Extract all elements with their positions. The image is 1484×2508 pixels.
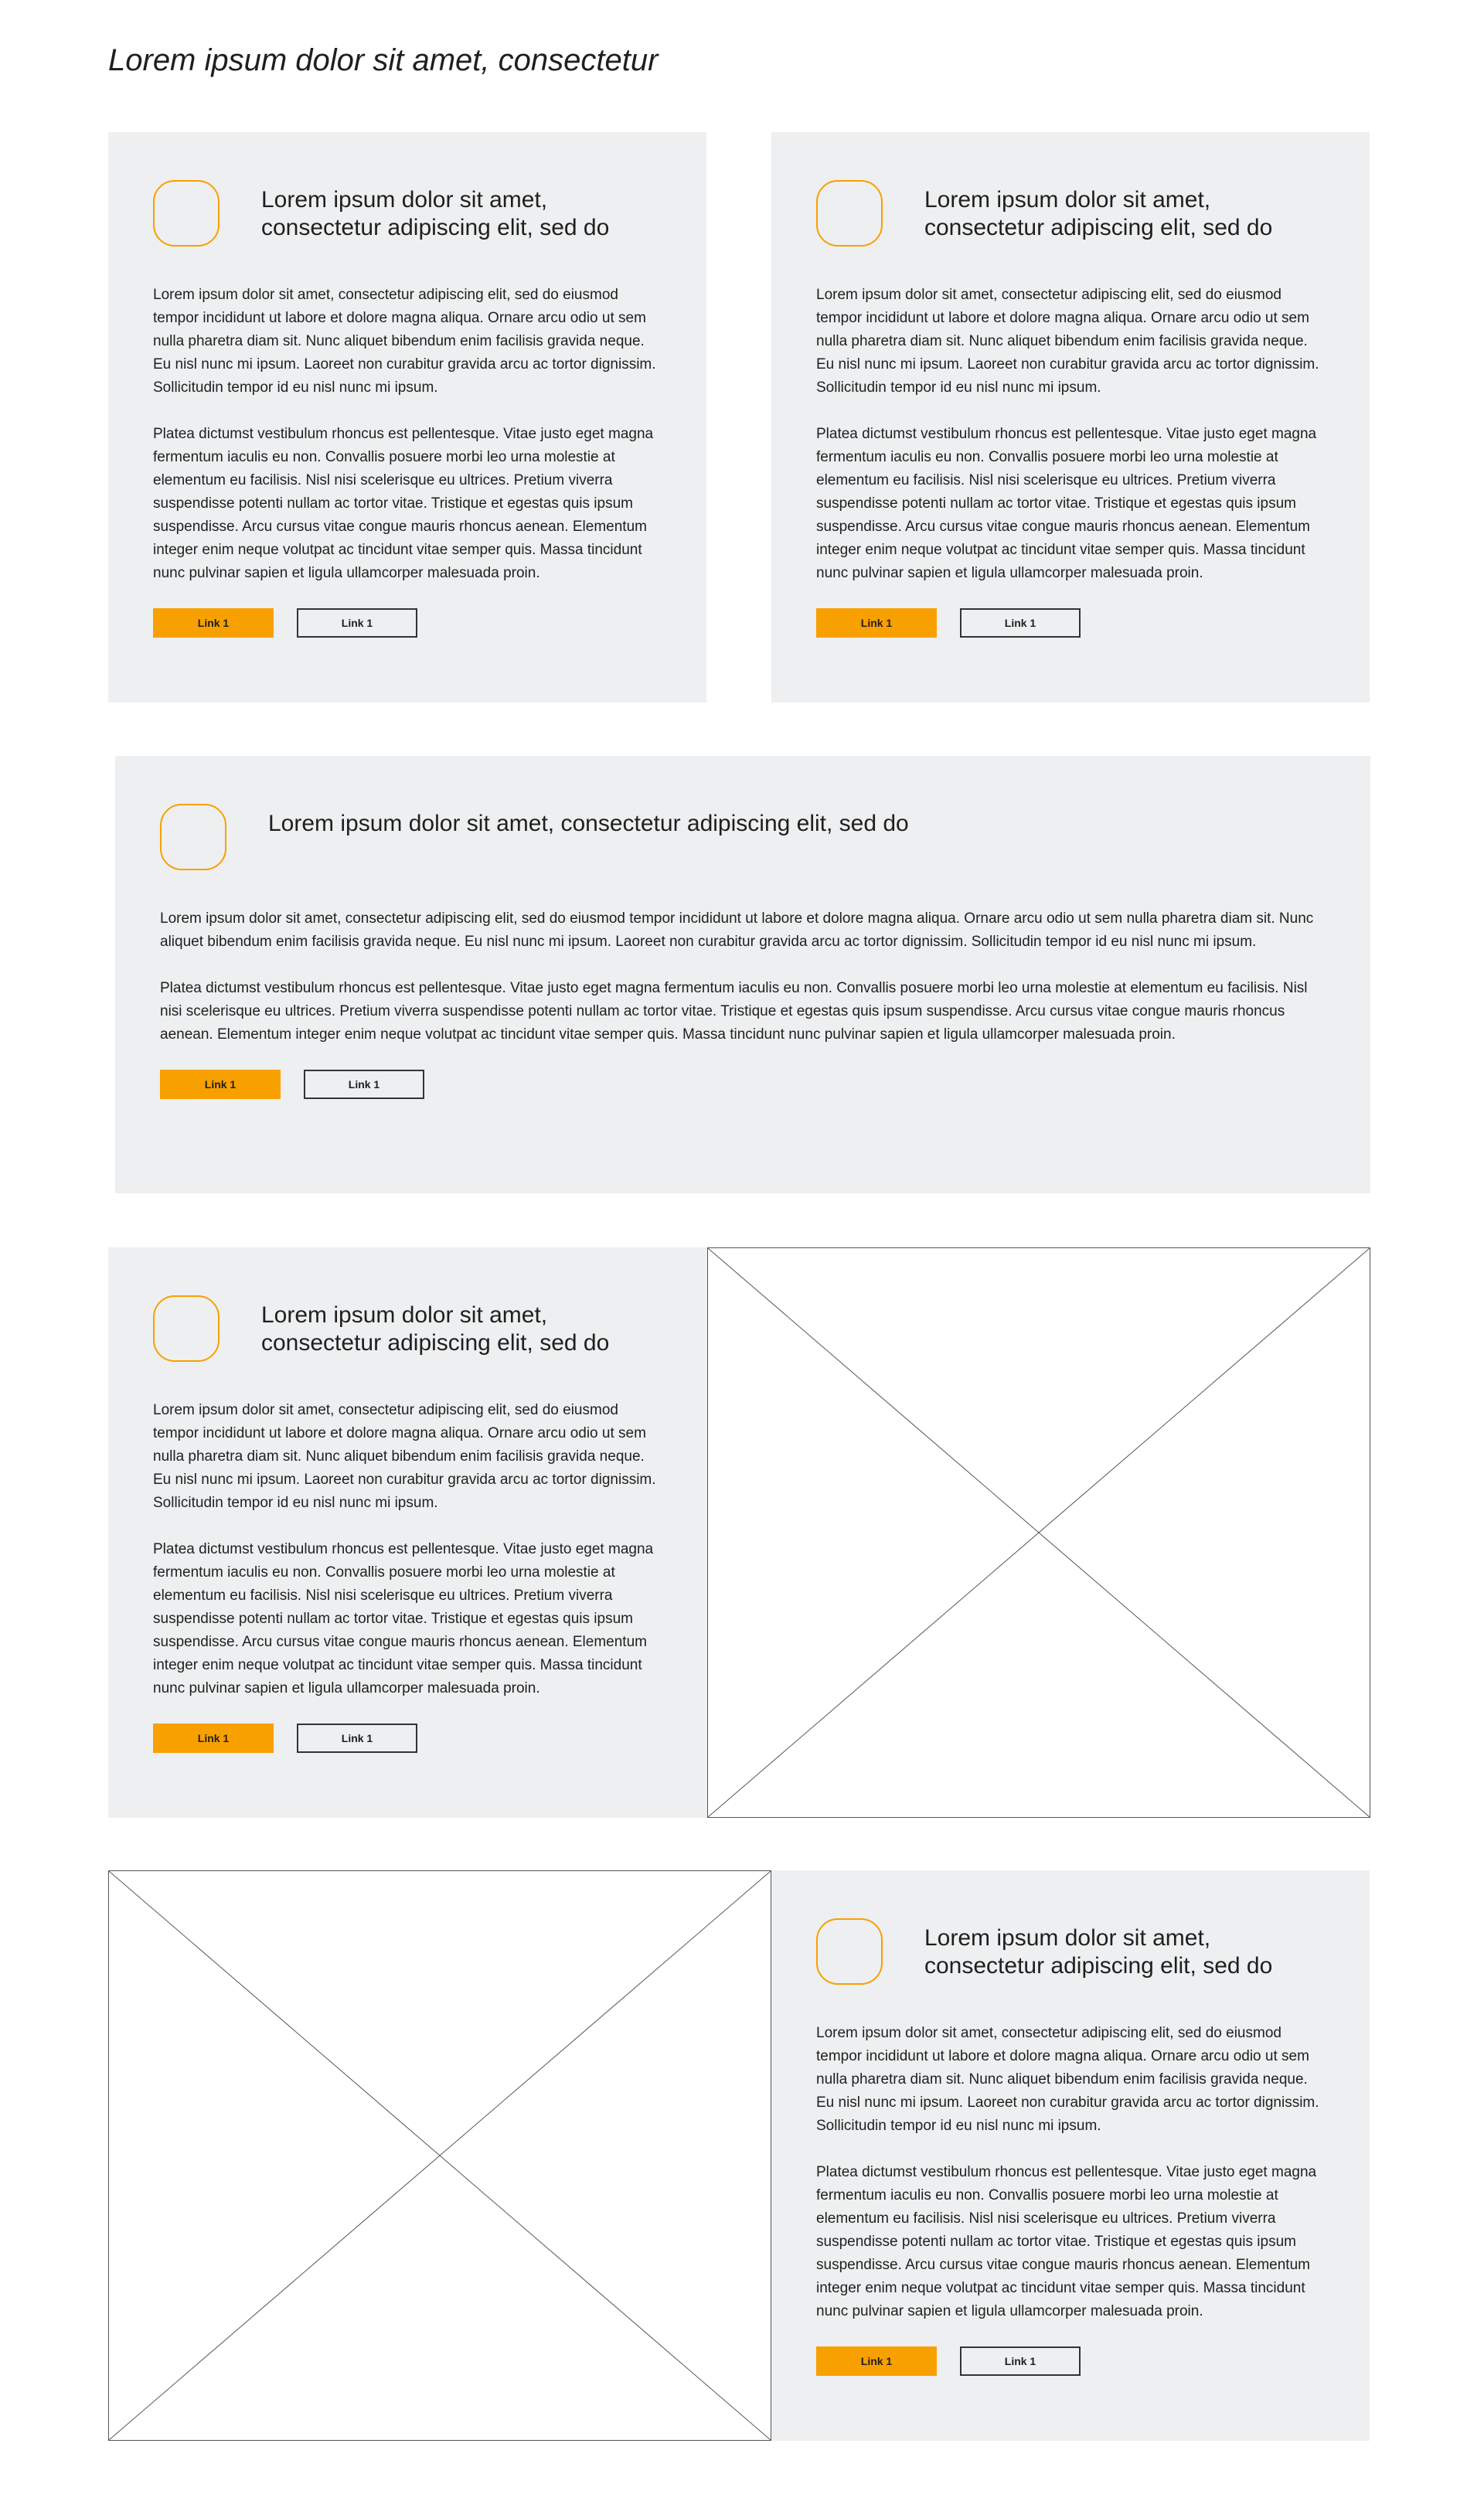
rounded-square-icon: [153, 1295, 220, 1362]
card-paragraph: Platea dictumst vestibulum rhoncus est pellentesque. Vitae justo eget magna fermentum iaculis eu non. Convallis posuere morbi leo urna molestie at elementum eu facilisis. Nisl nisi scelerisque eu ultrices. Pretium viverra suspendisse potenti nullam ac tortor vitae. Tristique et egestas quis ipsum suspendisse. Arcu cursus vitae congue mauris rhoncus aenean. Elementum integer enim neque volutpat ac tincidunt vitae semper quis. Massa tincidunt nunc pulvinar sapien et ligula ullamcorper malesuada proin.: [153, 426, 654, 581]
card-actions: [153, 1724, 663, 1753]
card-heading: Lorem ipsum dolor sit amet, consectetur adipiscing elit, sed do: [261, 187, 610, 240]
rounded-square-icon: [160, 804, 226, 870]
secondary-link-button[interactable]: Link 1: [297, 1724, 417, 1753]
secondary-link-button[interactable]: Link 1: [960, 608, 1081, 638]
image-placeholder-x-icon: [708, 1248, 1370, 1817]
primary-link-button[interactable]: Link 1: [816, 2346, 937, 2376]
card-header: [816, 180, 1325, 247]
card-paragraph: Lorem ipsum dolor sit amet, consectetur adipiscing elit, sed do eiusmod tempor incididunt ut labore et dolore magna aliqua. Ornare arcu odio ut sem nulla pharetra diam sit. Nunc aliquet bibendum enim facilisis gravida neque. Eu nisl nunc mi ipsum. Laoreet non curabitur gravida arcu ac tortor dignissim. Sollicitudin tempor id eu nisl nunc mi ipsum.: [816, 2025, 1319, 2134]
primary-link-button[interactable]: Link 1: [153, 608, 274, 638]
rounded-square-icon: [816, 180, 883, 247]
card-actions: [160, 1070, 1326, 1099]
card-header: [160, 804, 1326, 870]
card-paragraph: Platea dictumst vestibulum rhoncus est pellentesque. Vitae justo eget magna fermentum iaculis eu non. Convallis posuere morbi leo urna molestie at elementum eu facilisis. Nisl nisi scelerisque eu ultrices. Pretium viverra suspendisse potenti nullam ac tortor vitae. Tristique et egestas quis ipsum suspendisse. Arcu cursus vitae congue mauris rhoncus aenean. Elementum integer enim neque volutpat ac tincidunt vitae semper quis. Massa tincidunt nunc pulvinar sapien et ligula ullamcorper malesuada proin.: [160, 980, 1308, 1043]
card-body: [160, 907, 1326, 1046]
card-body: [153, 284, 662, 585]
page-title: Lorem ipsum dolor sit amet, consectetur: [108, 43, 659, 77]
primary-link-button[interactable]: Link 1: [160, 1070, 281, 1099]
card-actions: [816, 2346, 1325, 2376]
card-body: [153, 1399, 663, 1700]
feature-card-1: [108, 132, 706, 703]
feature-card-wide: [115, 756, 1370, 1193]
primary-link-button[interactable]: Link 1: [816, 608, 937, 638]
card-heading: Lorem ipsum dolor sit amet, consectetur adipiscing elit, sed do: [268, 811, 909, 836]
card-heading: Lorem ipsum dolor sit amet, consectetur adipiscing elit, sed do: [924, 1925, 1273, 1979]
card-paragraph: Lorem ipsum dolor sit amet, consectetur adipiscing elit, sed do eiusmod tempor incididunt ut labore et dolore magna aliqua. Ornare arcu odio ut sem nulla pharetra diam sit. Nunc aliquet bibendum enim facilisis gravida neque. Eu nisl nunc mi ipsum. Laoreet non curabitur gravida arcu ac tortor dignissim. Sollicitudin tempor id eu nisl nunc mi ipsum.: [153, 287, 656, 396]
secondary-link-button[interactable]: Link 1: [304, 1070, 424, 1099]
card-body: [816, 284, 1325, 585]
card-paragraph: Platea dictumst vestibulum rhoncus est pellentesque. Vitae justo eget magna fermentum iaculis eu non. Convallis posuere morbi leo urna molestie at elementum eu facilisis. Nisl nisi scelerisque eu ultrices. Pretium viverra suspendisse potenti nullam ac tortor vitae. Tristique et egestas quis ipsum suspendisse. Arcu cursus vitae congue mauris rhoncus aenean. Elementum integer enim neque volutpat ac tincidunt vitae semper quis. Massa tincidunt nunc pulvinar sapien et ligula ullamcorper malesuada proin.: [816, 426, 1317, 581]
card-heading: Lorem ipsum dolor sit amet, consectetur adipiscing elit, sed do: [261, 1302, 610, 1356]
card-heading: Lorem ipsum dolor sit amet, consectetur adipiscing elit, sed do: [924, 187, 1273, 240]
card-paragraph: Lorem ipsum dolor sit amet, consectetur adipiscing elit, sed do eiusmod tempor incididunt ut labore et dolore magna aliqua. Ornare arcu odio ut sem nulla pharetra diam sit. Nunc aliquet bibendum enim facilisis gravida neque. Eu nisl nunc mi ipsum. Laoreet non curabitur gravida arcu ac tortor dignissim. Sollicitudin tempor id eu nisl nunc mi ipsum.: [160, 910, 1314, 950]
secondary-link-button[interactable]: Link 1: [960, 2346, 1081, 2376]
card-body: [816, 2022, 1325, 2323]
feature-card-2: [771, 132, 1370, 703]
card-actions: [816, 608, 1325, 638]
rounded-square-icon: [816, 1918, 883, 1985]
image-placeholder-x-icon: [109, 1871, 771, 2440]
card-header: [153, 180, 662, 247]
image-placeholder: [707, 1247, 1370, 1818]
image-placeholder: [108, 1870, 771, 2441]
card-actions: [153, 608, 662, 638]
card-paragraph: Platea dictumst vestibulum rhoncus est pellentesque. Vitae justo eget magna fermentum iaculis eu non. Convallis posuere morbi leo urna molestie at elementum eu facilisis. Nisl nisi scelerisque eu ultrices. Pretium viverra suspendisse potenti nullam ac tortor vitae. Tristique et egestas quis ipsum suspendisse. Arcu cursus vitae congue mauris rhoncus aenean. Elementum integer enim neque volutpat ac tincidunt vitae semper quis. Massa tincidunt nunc pulvinar sapien et ligula ullamcorper malesuada proin.: [153, 1541, 654, 1696]
card-header: [153, 1295, 663, 1362]
rounded-square-icon: [153, 180, 220, 247]
primary-link-button[interactable]: Link 1: [153, 1724, 274, 1753]
feature-card-3: [108, 1247, 708, 1818]
feature-card-4: [771, 1870, 1370, 2441]
card-paragraph: Lorem ipsum dolor sit amet, consectetur adipiscing elit, sed do eiusmod tempor incididunt ut labore et dolore magna aliqua. Ornare arcu odio ut sem nulla pharetra diam sit. Nunc aliquet bibendum enim facilisis gravida neque. Eu nisl nunc mi ipsum. Laoreet non curabitur gravida arcu ac tortor dignissim. Sollicitudin tempor id eu nisl nunc mi ipsum.: [816, 287, 1319, 396]
card-paragraph: Platea dictumst vestibulum rhoncus est pellentesque. Vitae justo eget magna fermentum iaculis eu non. Convallis posuere morbi leo urna molestie at elementum eu facilisis. Nisl nisi scelerisque eu ultrices. Pretium viverra suspendisse potenti nullam ac tortor vitae. Tristique et egestas quis ipsum suspendisse. Arcu cursus vitae congue mauris rhoncus aenean. Elementum integer enim neque volutpat ac tincidunt vitae semper quis. Massa tincidunt nunc pulvinar sapien et ligula ullamcorper malesuada proin.: [816, 2164, 1317, 2319]
card-paragraph: Lorem ipsum dolor sit amet, consectetur adipiscing elit, sed do eiusmod tempor incididunt ut labore et dolore magna aliqua. Ornare arcu odio ut sem nulla pharetra diam sit. Nunc aliquet bibendum enim facilisis gravida neque. Eu nisl nunc mi ipsum. Laoreet non curabitur gravida arcu ac tortor dignissim. Sollicitudin tempor id eu nisl nunc mi ipsum.: [153, 1402, 656, 1511]
card-header: [816, 1918, 1325, 1985]
secondary-link-button[interactable]: Link 1: [297, 608, 417, 638]
